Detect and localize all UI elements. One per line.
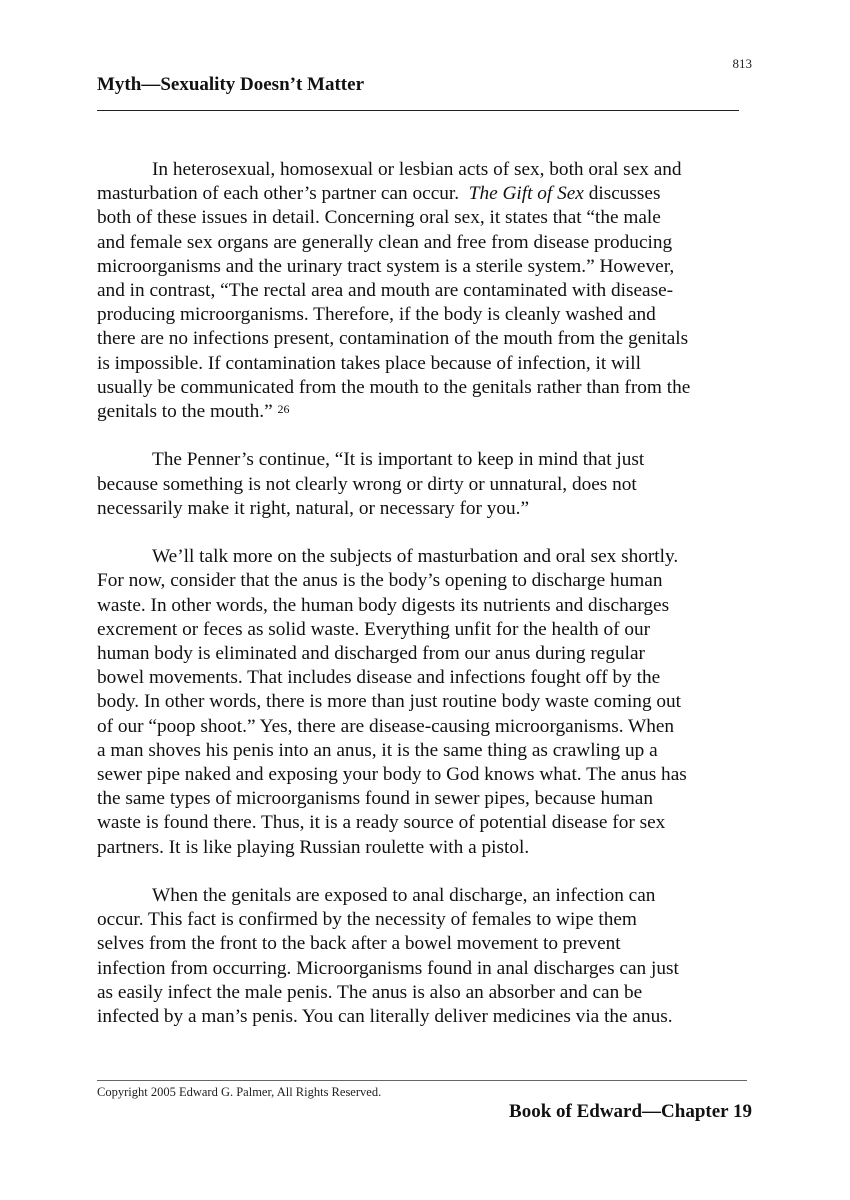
page-number: 813	[732, 56, 752, 71]
running-head-title: Myth—Sexuality Doesn’t Matter	[97, 74, 365, 95]
paragraph-1	[97, 158, 757, 424]
text-line: excrement or feces as solid waste. Everything unfit for the health of our	[97, 618, 651, 640]
text-line: and in contrast, “The rectal area and mouth are contaminated with disease-	[97, 280, 674, 302]
text-line: In heterosexual, homosexual or lesbian acts of sex, both oral sex and	[152, 159, 682, 180]
text-line: occur. This fact is confirmed by the necessity of females to wipe them	[97, 909, 637, 931]
text-line: because something is not clearly wrong or dirty or unnatural, does not	[97, 473, 637, 495]
running-foot-title: Book of Edward—Chapter 19	[509, 1101, 752, 1122]
footer-divider	[97, 1080, 747, 1081]
text-line: body. In other words, there is more than just routine body waste coming out	[97, 691, 682, 713]
text-line: infected by a man’s penis. You can literally deliver medicines via the anus.	[97, 1006, 673, 1028]
text-fragment: discusses	[583, 183, 661, 205]
text-line: waste. In other words, the human body digests its nutrients and discharges	[97, 594, 670, 616]
book-title: The Gift of Sex	[468, 183, 584, 205]
text-line	[97, 400, 757, 424]
text-line	[97, 182, 757, 206]
text-line: as easily infect the male penis. The anus is also an absorber and can be	[97, 981, 643, 1003]
text-line: We’ll talk more on the subjects of masturbation and oral sex shortly.	[152, 546, 679, 568]
text-line: usually be communicated from the mouth to the genitals rather than from the	[97, 376, 691, 398]
text-line: producing microorganisms. Therefore, if the body is cleanly washed and	[97, 304, 656, 326]
footnote-reference: 26	[277, 402, 290, 417]
header-divider	[97, 110, 739, 111]
text-line: For now, consider that the anus is the body’s opening to discharge human	[97, 570, 663, 592]
text-line: When the genitals are exposed to anal discharge, an infection can	[152, 885, 656, 907]
body-text	[97, 158, 757, 1053]
text-fragment: genitals to the mouth.”	[97, 401, 278, 423]
text-line: sewer pipe naked and exposing your body to God knows what. The anus has	[97, 764, 687, 786]
text-line: is impossible. If contamination takes place because of infection, it will	[97, 352, 642, 374]
text-line: necessarily make it right, natural, or necessary for you.”	[97, 497, 530, 519]
paragraph-2	[97, 448, 757, 521]
text-line: waste is found there. Thus, it is a ready source of potential disease for sex	[97, 812, 666, 834]
paragraph-4	[97, 884, 757, 1029]
text-line: infection from occurring. Microorganisms found in anal discharges can just	[97, 957, 679, 979]
text-line: microorganisms and the urinary tract system is a sterile system.” However,	[97, 255, 675, 277]
text-line: both of these issues in detail. Concerning oral sex, it states that “the male	[97, 207, 661, 229]
text-fragment: masturbation of each other’s partner can occur.	[97, 183, 460, 205]
text-line: partners. It is like playing Russian roulette with a pistol.	[97, 836, 530, 858]
text-line: a man shoves his penis into an anus, it is the same thing as crawling up a	[97, 739, 658, 761]
text-line: there are no infections present, contamination of the mouth from the genitals	[97, 328, 689, 350]
text-line: of our “poop shoot.” Yes, there are disease-causing microorganisms. When	[97, 715, 675, 737]
text-line: bowel movements. That includes disease and infections fought off by the	[97, 667, 661, 689]
text-line: and female sex organs are generally clean and free from disease producing	[97, 231, 673, 253]
text-line: selves from the front to the back after a bowel movement to prevent	[97, 933, 621, 955]
text-line: the same types of microorganisms found in sewer pipes, because human	[97, 788, 653, 810]
copyright-notice: Copyright 2005 Edward G. Palmer, All Rights Reserved.	[97, 1085, 382, 1099]
text-line: The Penner’s continue, “It is important to keep in mind that just	[152, 449, 645, 471]
paragraph-3	[97, 545, 757, 860]
text-line: human body is eliminated and discharged from our anus during regular	[97, 643, 645, 665]
